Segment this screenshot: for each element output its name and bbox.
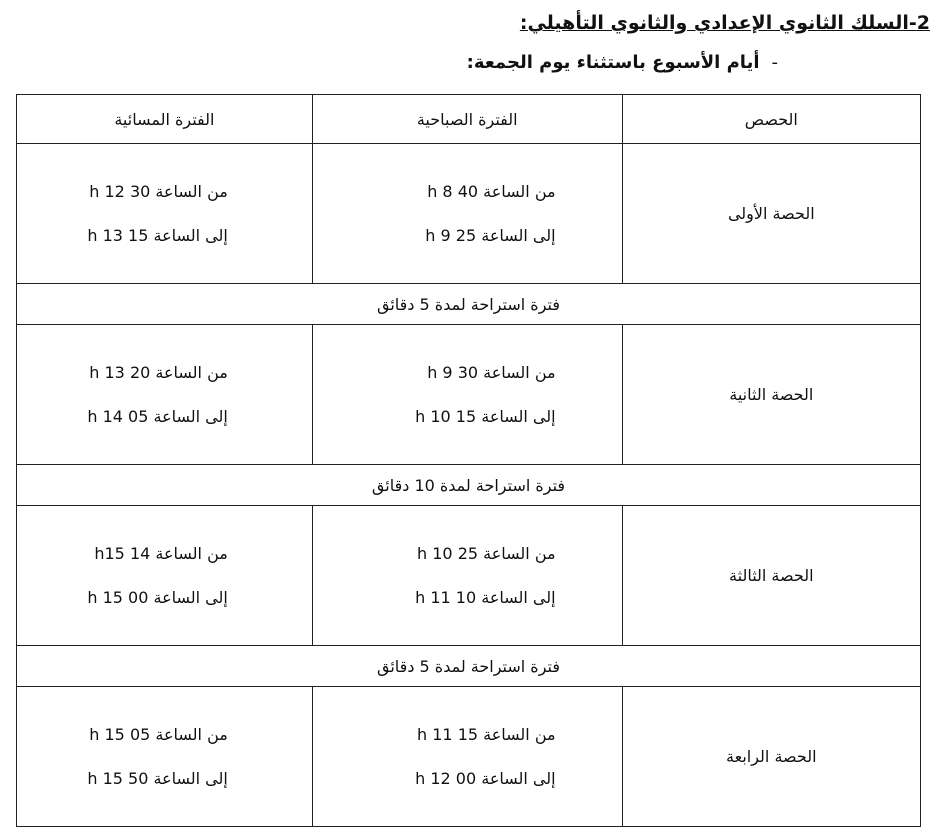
time-from: من الساعة 25 h 10	[417, 543, 556, 563]
time-from: من الساعة 05 h 15	[89, 724, 228, 744]
break-row	[17, 646, 921, 687]
table-row	[17, 144, 921, 284]
time-from: من الساعة 14 h15	[94, 543, 228, 563]
section-heading: 2-السلك الثانوي الإعدادي والثانوي التأهيلي:	[519, 12, 930, 34]
time-from: من الساعة 20 h 13	[89, 362, 228, 382]
break-label: فترة استراحة لمدة 10 دقائق	[17, 465, 921, 506]
session-name: الحصة الأولى	[622, 144, 920, 284]
table-row	[17, 325, 921, 465]
time-from: من الساعة 40 h 8	[427, 181, 556, 201]
time-to: إلى الساعة 05 h 14	[87, 406, 228, 426]
time-to: إلى الساعة 15 h 13	[87, 225, 228, 245]
time-to: إلى الساعة 00 h 15	[87, 587, 228, 607]
break-row	[17, 465, 921, 506]
morning-times	[312, 506, 622, 646]
subheading	[467, 52, 778, 73]
session-name: الحصة الثانية	[622, 325, 920, 465]
time-to: إلى الساعة 15 h 10	[415, 406, 556, 426]
table-row	[17, 687, 921, 827]
subheading-text: أيام الأسبوع باستثناء يوم الجمعة:	[466, 52, 760, 73]
time-from: من الساعة 30 h 12	[89, 181, 228, 201]
schedule-table	[16, 94, 921, 827]
morning-times	[312, 144, 622, 284]
header-sessions: الحصص	[622, 95, 920, 144]
time-to: إلى الساعة 10 h 11	[415, 587, 556, 607]
header-evening: الفترة المسائية	[17, 95, 313, 144]
bullet-dash: -	[771, 52, 778, 73]
session-name: الحصة الرابعة	[622, 687, 920, 827]
evening-times	[17, 687, 313, 827]
table-row	[17, 506, 921, 646]
time-to: إلى الساعة 25 h 9	[425, 225, 556, 245]
time-from: من الساعة 30 h 9	[427, 362, 556, 382]
break-label: فترة استراحة لمدة 5 دقائق	[17, 646, 921, 687]
time-to: إلى الساعة 00 h 12	[415, 768, 556, 788]
time-to: إلى الساعة 50 h 15	[87, 768, 228, 788]
break-label: فترة استراحة لمدة 5 دقائق	[17, 284, 921, 325]
break-row	[17, 284, 921, 325]
header-row	[17, 95, 921, 144]
time-from: من الساعة 15 h 11	[417, 724, 556, 744]
morning-times	[312, 687, 622, 827]
header-morning: الفترة الصباحية	[312, 95, 622, 144]
morning-times	[312, 325, 622, 465]
evening-times	[17, 144, 313, 284]
session-name: الحصة الثالثة	[622, 506, 920, 646]
evening-times	[17, 506, 313, 646]
evening-times	[17, 325, 313, 465]
